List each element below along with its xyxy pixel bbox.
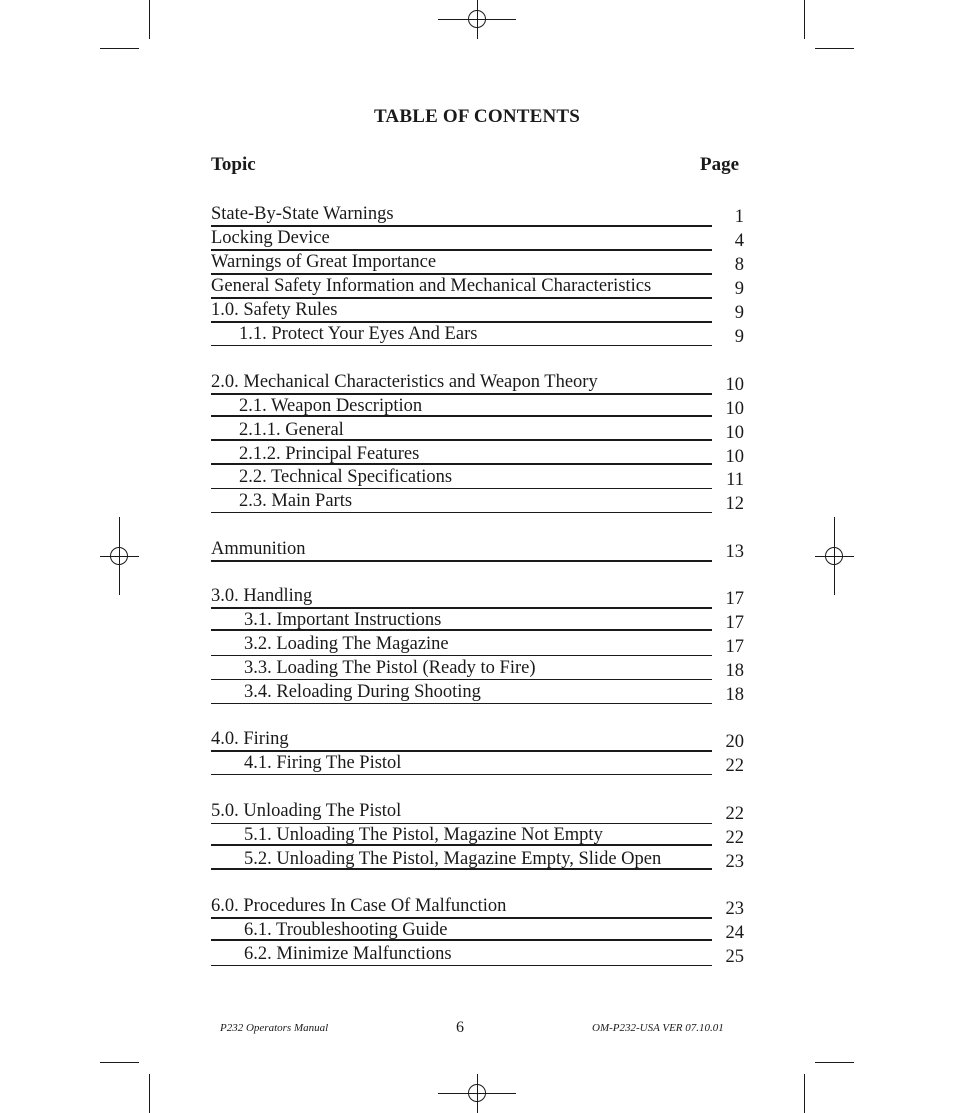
toc-entry [211,729,744,753]
toc-entry-page: 9 [734,279,744,299]
toc-entry [211,444,744,468]
toc-entry-page: 20 [725,732,744,752]
toc-entry [211,825,744,849]
toc-entry-page: 17 [725,637,744,657]
toc-entry-label: 6.1. Troubleshooting Guide [211,920,712,941]
toc-entry-label: 3.4. Reloading During Shooting [211,682,712,704]
column-header-topic: Topic [211,154,256,175]
toc-entry [211,396,744,420]
toc-entry [211,539,744,563]
toc-entry-label: Warnings of Great Importance [211,252,712,275]
footer-version: OM-P232-USA VER 07.10.01 [592,1022,724,1034]
toc-entry-page: 10 [725,423,744,443]
toc-entry [211,920,744,944]
toc-entry-page: 17 [725,589,744,609]
footer-page-number: 6 [456,1019,464,1036]
toc-entry [211,801,744,825]
toc-entry-label: 5.1. Unloading The Pistol, Magazine Not Empty [211,825,712,846]
toc-entry [211,204,744,228]
toc-entry-page: 25 [725,947,744,967]
toc-entry [211,944,744,968]
toc-entry-label: 2.3. Main Parts [211,491,712,513]
toc-entry-label: General Safety Information and Mechanical Characteristics [211,276,712,299]
toc-entry-page: 10 [725,375,744,395]
toc-entry-label: 4.0. Firing [211,729,712,752]
toc-entry-label: Ammunition [211,539,712,562]
toc-entry-page: 23 [725,852,744,872]
toc-entry-label: 1.0. Safety Rules [211,300,712,323]
toc-entry-label: Locking Device [211,228,712,251]
toc-entry-label: 1.1. Protect Your Eyes And Ears [211,324,712,346]
toc-entry-page: 9 [734,303,744,323]
toc-entry-label: 5.0. Unloading The Pistol [211,801,712,824]
toc-entry [211,324,744,348]
toc-entry [211,300,744,324]
toc-entry-label: 2.2. Technical Specifications [211,467,712,489]
toc-entry-label: 6.2. Minimize Malfunctions [211,944,712,966]
toc-entry-label: State-By-State Warnings [211,204,712,227]
toc-entry [211,849,744,873]
toc-entry-page: 9 [734,327,744,347]
toc-entry-label: 2.1. Weapon Description [211,396,712,417]
toc-entry-page: 13 [725,542,744,562]
toc-entry-label: 5.2. Unloading The Pistol, Magazine Empty, Slide Open [211,849,712,870]
toc-entry-page: 17 [725,613,744,633]
toc-entry-page: 18 [725,685,744,705]
toc-entry [211,228,744,252]
toc-entry-page: 22 [725,804,744,824]
toc-entry-label: 2.1.2. Principal Features [211,444,712,465]
toc-entry-label: 3.3. Loading The Pistol (Ready to Fire) [211,658,712,680]
footer-manual-title: P232 Operators Manual [220,1022,329,1034]
toc-entry-page: 22 [725,828,744,848]
toc-entry-page: 12 [725,494,744,514]
toc-entry [211,610,744,634]
toc-entry-page: 24 [725,923,744,943]
toc-entry-page: 18 [725,661,744,681]
toc-entry [211,467,744,491]
toc-entry-page: 22 [725,756,744,776]
toc-entry-page: 11 [726,470,744,490]
toc-entry [211,682,744,706]
toc-entry [211,634,744,658]
toc-entry-label: 4.1. Firing The Pistol [211,753,712,775]
toc-entry-page: 10 [725,399,744,419]
toc-entry [211,896,744,920]
column-header-page: Page [700,154,740,175]
toc-entry-page: 1 [734,207,744,227]
toc-entry [211,372,744,396]
toc-entry-page: 4 [734,231,744,251]
page-title: TABLE OF CONTENTS [373,106,581,127]
toc-entry [211,586,744,610]
toc-entry-label: 2.1.1. General [211,420,712,441]
toc-entry [211,491,744,515]
toc-entry-label: 3.1. Important Instructions [211,610,712,631]
toc-entry-page: 8 [734,255,744,275]
toc-entry [211,753,744,777]
toc-entry [211,420,744,444]
toc-entry-label: 3.0. Handling [211,586,712,609]
toc-entry-label: 2.0. Mechanical Characteristics and Weapon Theory [211,372,712,395]
toc-entry-label: 6.0. Procedures In Case Of Malfunction [211,896,712,919]
toc-entry-page: 10 [725,447,744,467]
toc-entry-page: 23 [725,899,744,919]
toc-entry-label: 3.2. Loading The Magazine [211,634,712,656]
toc-entry [211,252,744,276]
toc-entry [211,276,744,300]
toc-entry [211,658,744,682]
